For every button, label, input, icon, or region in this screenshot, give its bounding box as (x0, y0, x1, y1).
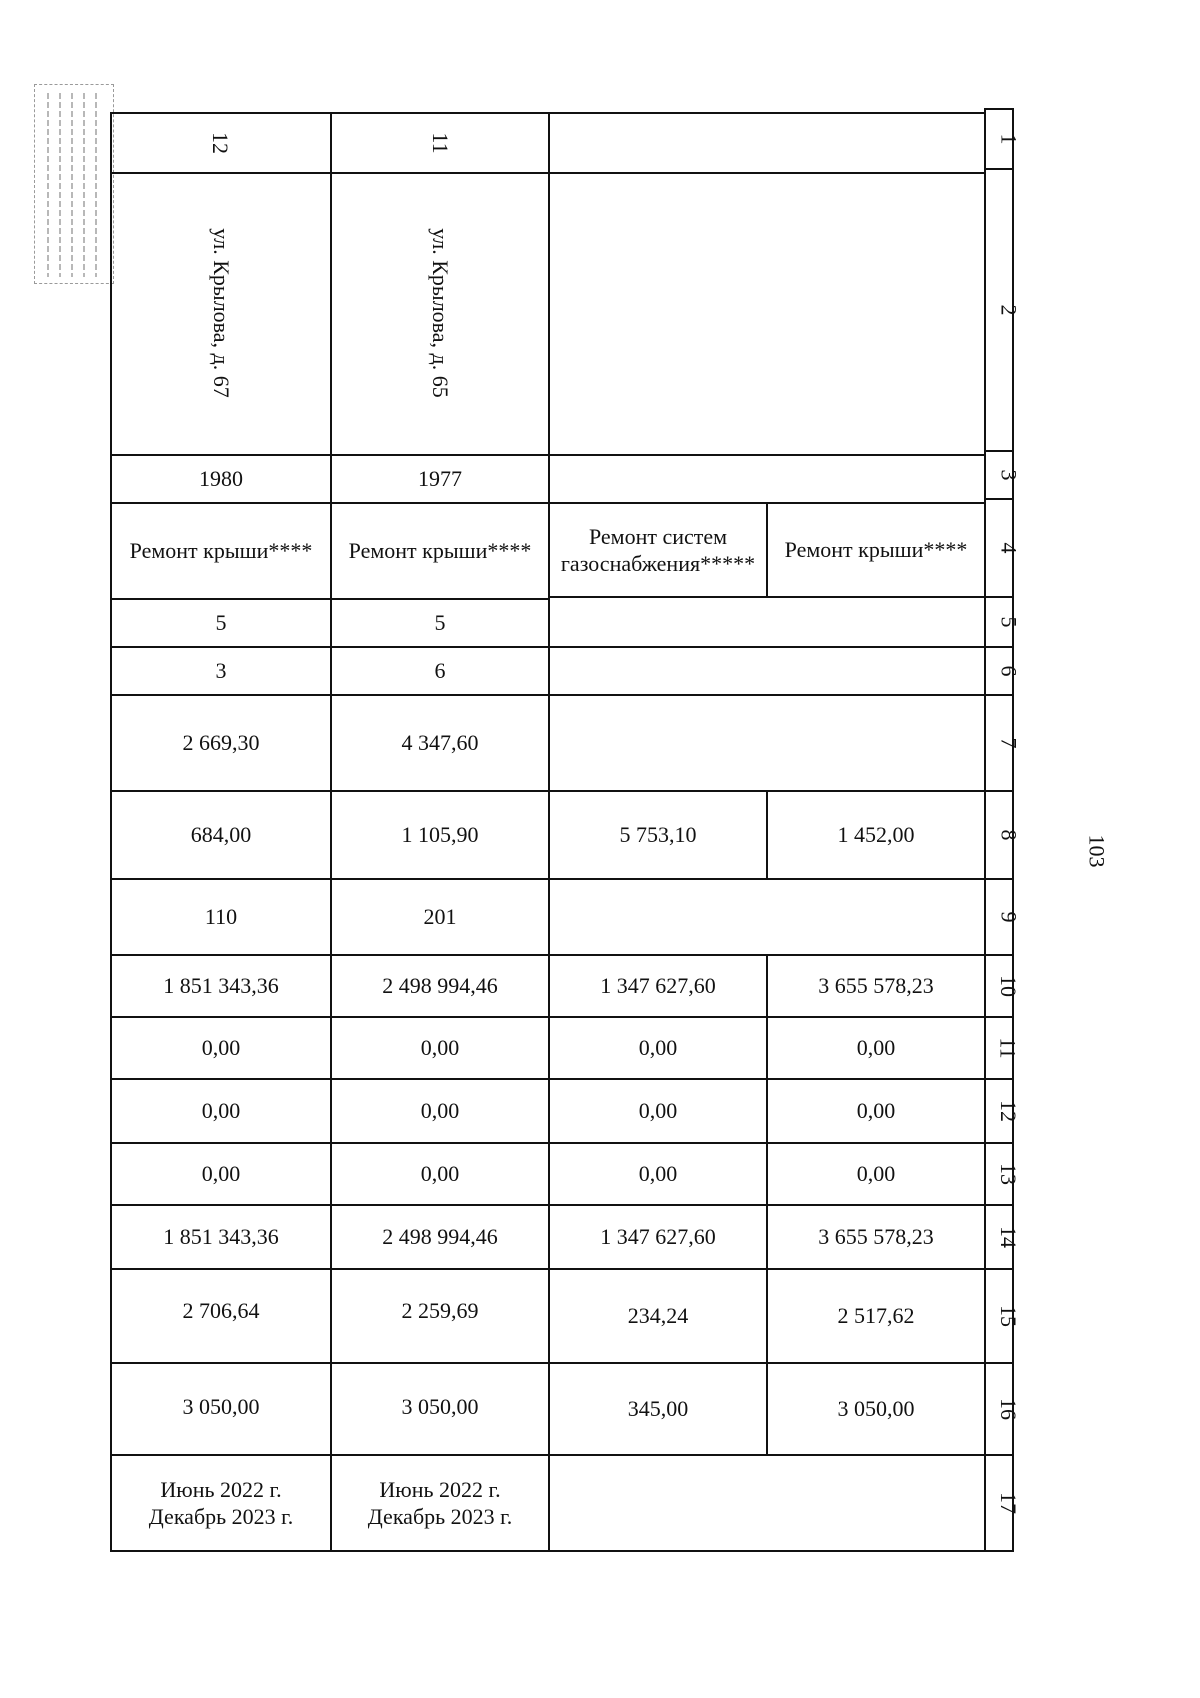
address-cell: ул. Крылова, д. 65 (428, 228, 453, 398)
table-cell: 1 851 343,36 (163, 973, 279, 999)
period-cell (112, 1456, 330, 1550)
work-type-line: газоснабжения***** (560, 551, 756, 576)
work-type-line: Ремонт систем (588, 523, 728, 549)
table-cell: 1 105,90 (401, 822, 479, 848)
table-cell: 345,00 (627, 1396, 689, 1422)
table-cell: 5 (215, 610, 227, 636)
row-number: 6 (996, 665, 1021, 677)
row-number: 5 (996, 616, 1021, 628)
table-cell: 0,00 (638, 1098, 678, 1124)
period-start: Июнь 2022 г. (160, 1476, 282, 1502)
column-index: 11 (428, 132, 453, 154)
row-number: 16 (996, 1398, 1021, 1420)
table-cell: 0,00 (420, 1098, 460, 1124)
row-number: 1 (996, 133, 1021, 145)
table-cell: 0,00 (638, 1161, 678, 1187)
work-type-cell: Ремонт крыши**** (784, 537, 968, 563)
row-number: 9 (996, 911, 1021, 923)
table-cell: 0,00 (201, 1161, 241, 1187)
row-number: 10 (996, 975, 1021, 997)
table-cell: 1 452,00 (837, 822, 915, 848)
table-cell: 3 (215, 658, 227, 684)
table-cell: 4 347,60 (401, 730, 479, 756)
table-cell: 2 517,62 (837, 1303, 915, 1329)
table-cell: 3 655 578,23 (818, 973, 934, 999)
table-cell: 1 347 627,60 (600, 973, 716, 999)
table-cell: 3 050,00 (401, 1394, 479, 1420)
table-cell: 234,24 (627, 1303, 689, 1329)
table-cell: 0,00 (201, 1035, 241, 1061)
period-end: Декабрь 2023 г. (148, 1504, 294, 1529)
table-cell: 0,00 (420, 1035, 460, 1061)
table-cell: 2 669,30 (182, 730, 260, 756)
year-cell: 1977 (418, 466, 462, 492)
row-number: 13 (996, 1163, 1021, 1185)
row-number: 14 (996, 1226, 1021, 1248)
table-cell: 2 706,64 (182, 1298, 260, 1324)
address-cell: ул. Крылова, д. 67 (209, 228, 234, 398)
table-cell: 3 655 578,23 (818, 1224, 934, 1250)
period-cell (332, 1456, 548, 1550)
period-start: Июнь 2022 г. (379, 1476, 501, 1502)
page-number: 103 (1084, 834, 1110, 868)
table-cell: 3 050,00 (837, 1396, 915, 1422)
table-cell: 110 (204, 904, 238, 930)
table-cell: 0,00 (856, 1161, 896, 1187)
row-number: 8 (996, 829, 1021, 841)
work-type-cell: Ремонт крыши**** (129, 538, 313, 564)
column-index: 12 (208, 132, 233, 154)
table-cell: 684,00 (190, 822, 252, 848)
year-cell: 1980 (199, 466, 243, 492)
table-cell: 0,00 (638, 1035, 678, 1061)
row-number: 2 (996, 304, 1021, 316)
table-cell: 1 851 343,36 (163, 1224, 279, 1250)
table-cell: 6 (434, 658, 446, 684)
row-number: 17 (996, 1492, 1021, 1514)
table-cell: 0,00 (856, 1035, 896, 1061)
table-cell: 0,00 (201, 1098, 241, 1124)
table-cell: 2 259,69 (401, 1298, 479, 1324)
table-cell: 3 050,00 (182, 1394, 260, 1420)
row-number: 15 (996, 1305, 1021, 1327)
period-end: Декабрь 2023 г. (367, 1504, 513, 1529)
row-number: 12 (996, 1100, 1021, 1122)
table-cell: 0,00 (856, 1098, 896, 1124)
table-cell: 5 753,10 (619, 822, 697, 848)
table-cell: 2 498 994,46 (382, 1224, 498, 1250)
table-cell: 2 498 994,46 (382, 973, 498, 999)
table-cell: 1 347 627,60 (600, 1224, 716, 1250)
row-number: 7 (996, 737, 1021, 749)
table-cell: 0,00 (420, 1161, 460, 1187)
row-number: 11 (996, 1037, 1021, 1059)
table-cell: 5 (434, 610, 446, 636)
work-type-cell (550, 504, 766, 596)
row-number: 3 (996, 469, 1021, 481)
row-number: 4 (996, 542, 1021, 554)
work-type-cell: Ремонт крыши**** (348, 538, 532, 564)
table-cell: 201 (423, 904, 457, 930)
